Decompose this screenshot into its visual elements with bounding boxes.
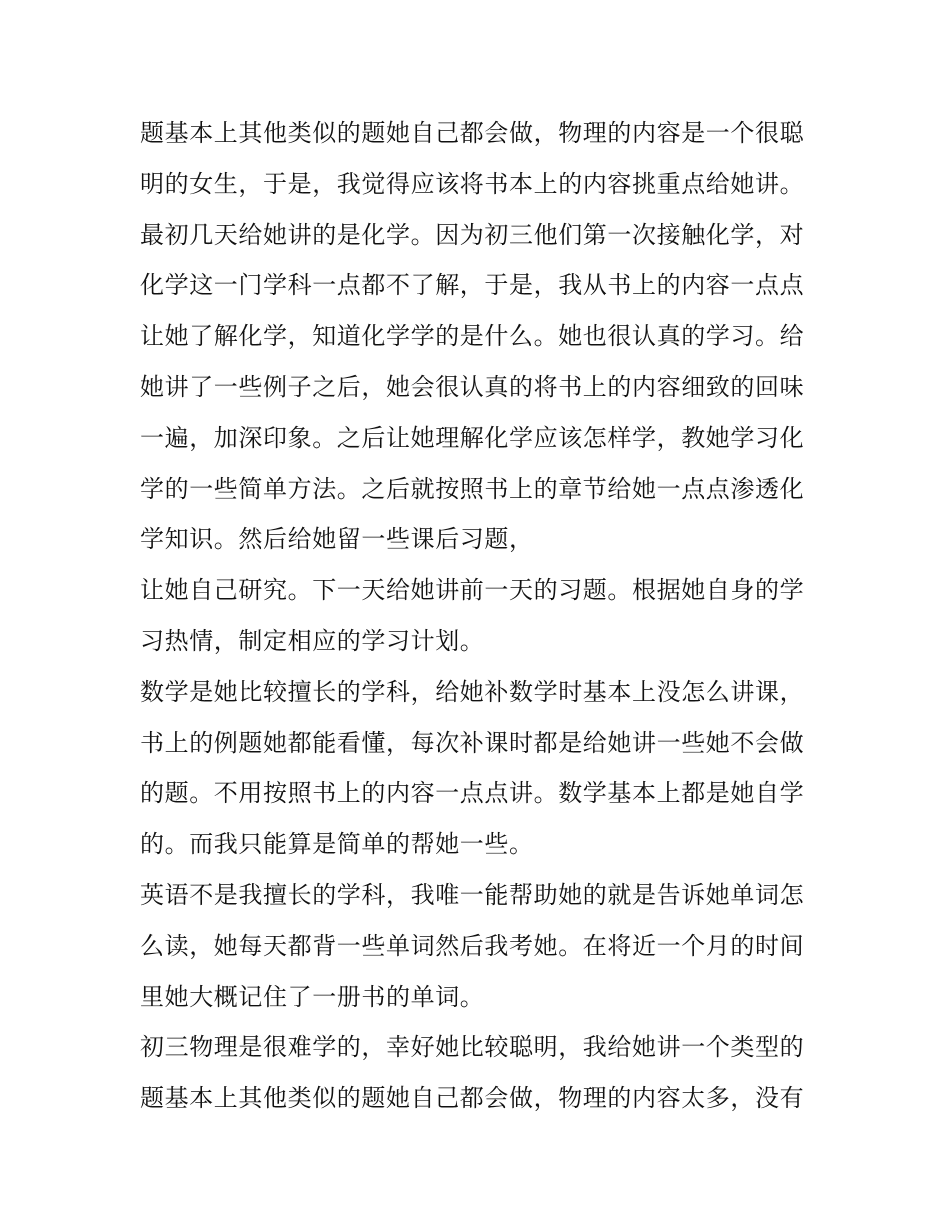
text-line: 化学这一门学科一点都不了解，于是，我从书上的内容一点点	[140, 271, 805, 300]
text-line: 让她自己研究。下一天给她讲前一天的习题。根据她自身的学	[140, 576, 805, 605]
text-line: 题基本上其他类似的题她自己都会做，物理的内容是一个很聪	[140, 119, 805, 147]
text-line: 初三物理是很难学的，幸好她比较聪明，我给她讲一个类型的	[140, 1033, 805, 1062]
text-line: 的题。不用按照书上的内容一点点讲。数学基本上都是她自学	[140, 779, 805, 808]
text-line: 一遍，加深印象。之后让她理解化学应该怎样学，教她学习化	[140, 423, 805, 452]
text-line: 书上的例题她都能看懂，每次补课时都是给她讲一些她不会做	[140, 728, 805, 757]
text-line: 数学是她比较擅长的学科，给她补数学时基本上没怎么讲课，	[140, 677, 805, 706]
text-line: 里她大概记住了一册书的单词。	[140, 982, 485, 1011]
text-line: 她讲了一些例子之后，她会很认真的将书上的内容细致的回味	[140, 372, 805, 401]
text-line: 的。而我只能算是简单的帮她一些。	[140, 830, 534, 859]
text-line: 让她了解化学，知道化学学的是什么。她也很认真的学习。给	[140, 322, 805, 351]
text-line: 明的女生，于是，我觉得应该将书本上的内容挑重点给她讲。	[140, 169, 805, 198]
text-line: 么读，她每天都背一些单词然后我考她。在将近一个月的时间	[140, 931, 805, 960]
text-line: 习热情，制定相应的学习计划。	[140, 626, 485, 655]
text-line: 学知识。然后给她留一些课后习题，	[140, 525, 534, 554]
text-line: 题基本上其他类似的题她自己都会做，物理的内容太多，没有	[140, 1084, 805, 1113]
body-text	[140, 108, 820, 1124]
text-line: 最初几天给她讲的是化学。因为初三他们第一次接触化学，对	[140, 220, 805, 249]
text-line: 英语不是我擅长的学科，我唯一能帮助她的就是告诉她单词怎	[140, 880, 805, 909]
text-line: 学的一些简单方法。之后就按照书上的章节给她一点点渗透化	[140, 474, 805, 503]
